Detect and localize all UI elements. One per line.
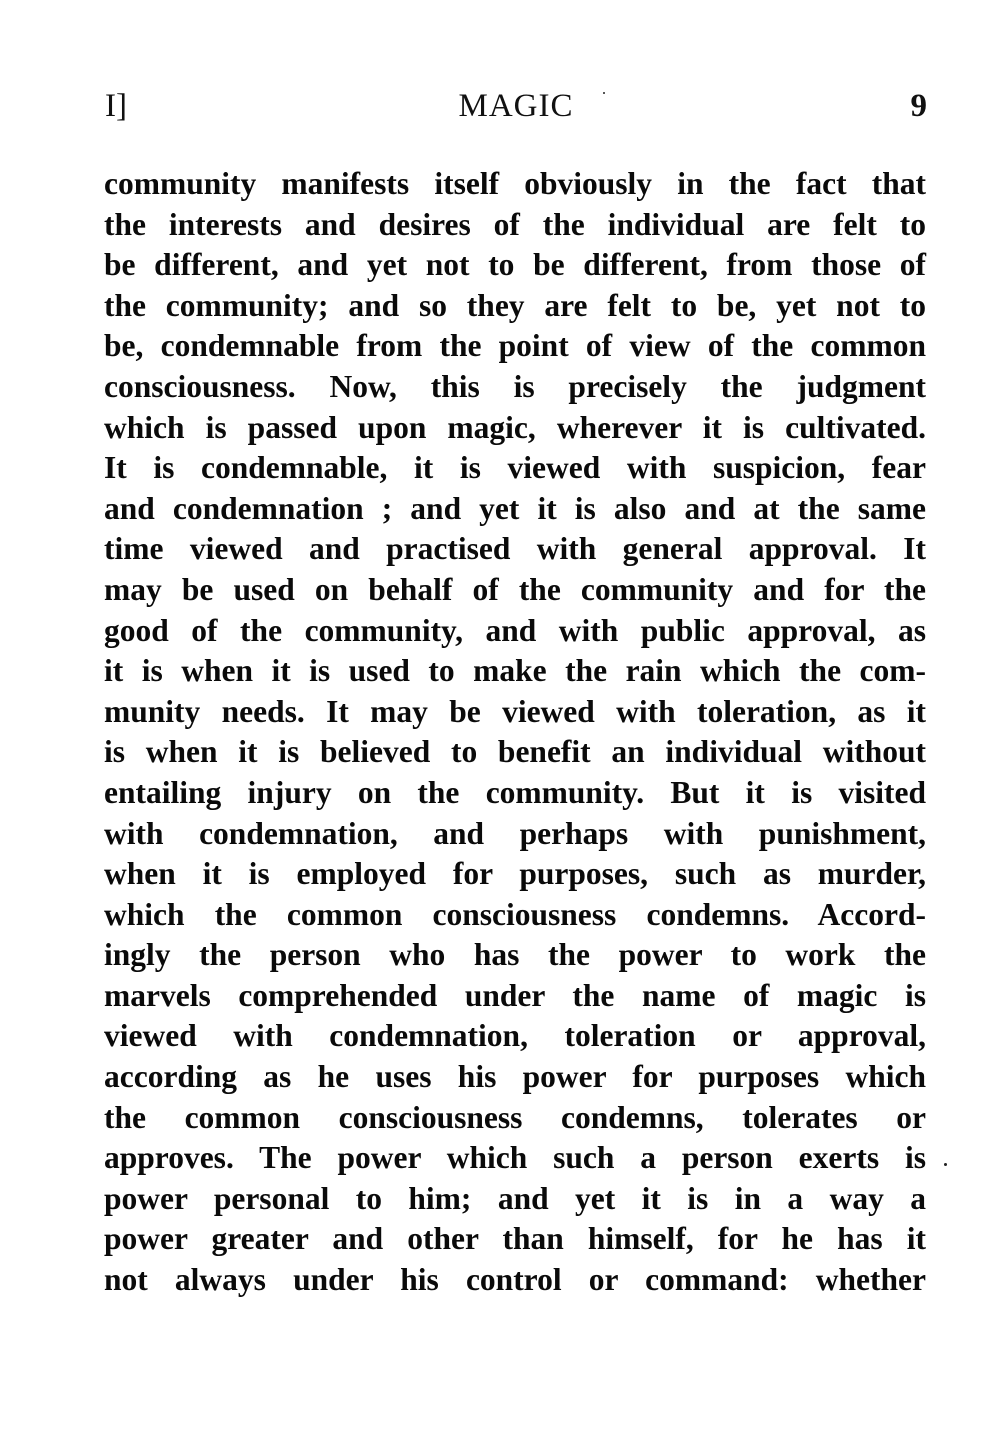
text-line: entailing injury on the community. But it is visited [104,774,926,810]
text-line: the community; and so they are felt to be, yet not to [104,287,926,323]
text-line: It is condemnable, it is viewed with suspicion, fear [104,450,926,486]
text-line: consciousness. Now, this is precisely the judgment [104,368,926,404]
text-line: which the common consciousness condemns. Accord- [104,896,926,932]
page-number: 9 [910,88,927,124]
text-line: good of the community, and with public approval, as [104,612,926,648]
text-line: when it is employed for purposes, such as murder, [104,856,926,892]
running-title: MAGIC [458,88,574,124]
text-line: the common consciousness condemns, tolerates or [104,1099,926,1135]
running-header [105,88,927,132]
text-line: power greater and other than himself, for he has it [104,1221,926,1257]
text-line: marvels comprehended under the name of magic is [104,977,926,1013]
chapter-marker: I] [105,88,127,124]
text-line: munity needs. It may be viewed with toleration, as it [104,693,926,729]
scan-speck [603,92,605,94]
text-line: with condemnation, and perhaps with punishment, [104,815,926,851]
text-line: power personal to him; and yet it is in a way a [104,1180,926,1216]
text-line: viewed with condemnation, toleration or approval, [104,1018,926,1054]
text-line: is when it is believed to benefit an individual without [104,734,926,770]
text-line: be, condemnable from the point of view of the common [104,328,926,364]
text-line: may be used on behalf of the community and for the [104,571,926,607]
text-line: and condemnation ; and yet it is also and at the same [104,490,926,526]
text-line: community manifests itself obviously in the fact that [104,166,926,201]
text-line: be different, and yet not to be different, from those of [104,247,926,283]
text-line: the interests and desires of the individual are felt to [104,206,926,242]
body-paragraph [104,164,926,1301]
scan-speck [944,1163,947,1166]
text-line: it is when it is used to make the rain which the com- [104,653,926,689]
text-line: time viewed and practised with general approval. It [104,531,926,567]
text-line: not always under his control or command: whether [104,1262,926,1298]
text-line: according as he uses his power for purposes which [104,1059,926,1095]
text-line: which is passed upon magic, wherever it is cultivated. [104,409,926,445]
text-line: approves. The power which such a person exerts is [104,1140,926,1176]
text-line: ingly the person who has the power to work the [104,937,926,973]
